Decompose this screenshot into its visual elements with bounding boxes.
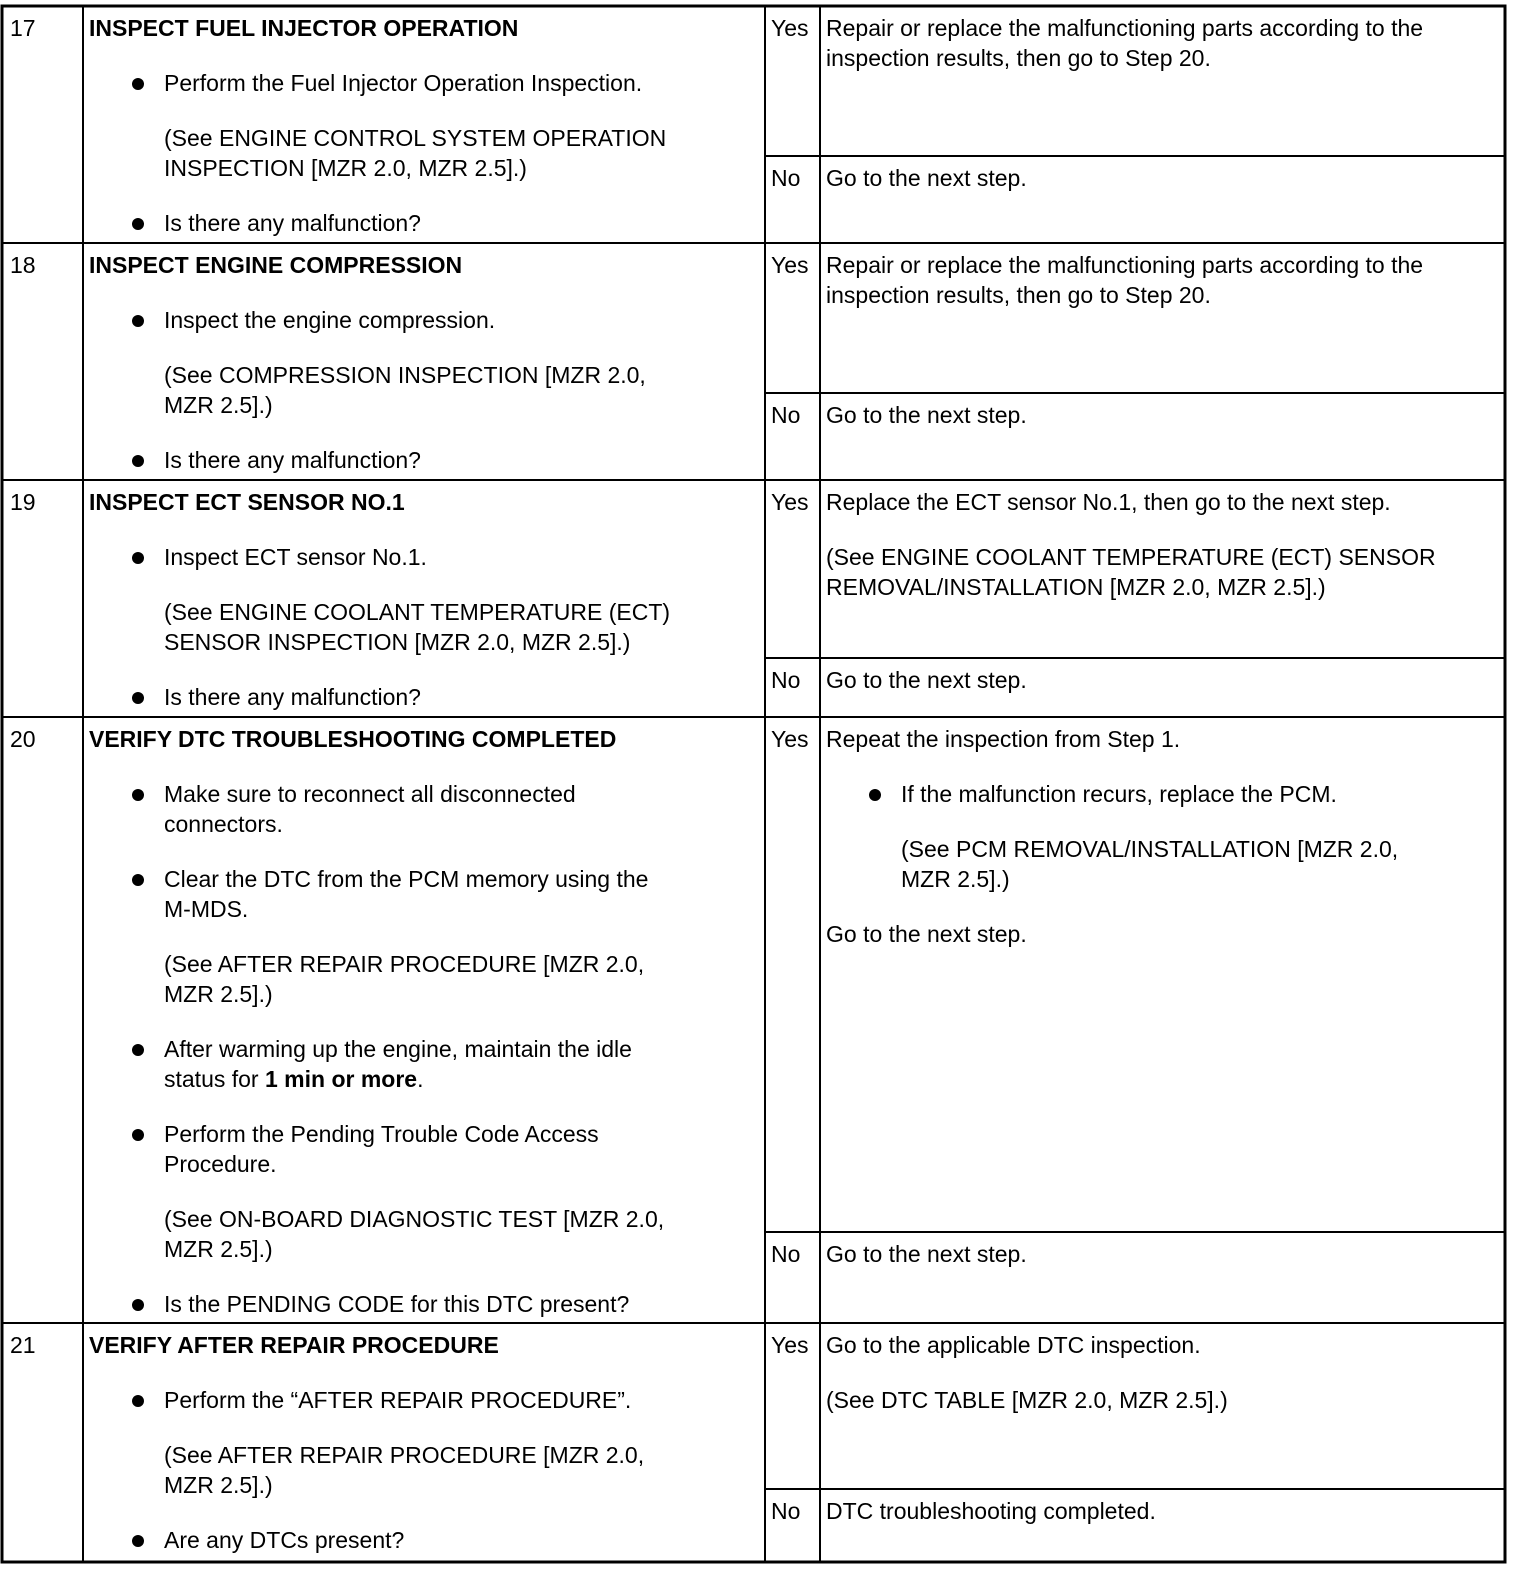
bullet-icon [132,1535,144,1547]
bullet-icon [132,789,144,801]
yes-label: Yes [771,726,809,752]
yes-action: Repeat the inspection from Step 1. [826,726,1181,752]
bullet-icon [132,78,144,90]
bullet-icon [132,1395,144,1407]
step-title: INSPECT ECT SENSOR NO.1 [89,489,405,515]
no-action: Go to the next step. [826,402,1027,428]
step-number: 20 [10,726,36,752]
yes-label: Yes [771,15,809,41]
instruction-text: status for [164,1066,265,1092]
yes-see-reference: MZR 2.5].) [901,866,1010,892]
step-title: VERIFY DTC TROUBLESHOOTING COMPLETED [89,726,617,752]
see-reference: (See AFTER REPAIR PROCEDURE [MZR 2.0, [164,1442,645,1468]
instruction-emphasis: 1 min or more [264,1066,418,1092]
yes-next: Go to the next step. [826,921,1027,947]
step-number: 19 [10,489,36,515]
bullet-icon [132,874,144,886]
question: Is there any malfunction? [164,447,421,473]
instruction: Perform the Fuel Injector Operation Inspection. [164,70,643,96]
no-label: No [771,1241,801,1267]
yes-action: Go to the applicable DTC inspection. [826,1332,1201,1358]
yes-action: Repair or replace the malfunctioning parts according to the [826,15,1424,41]
see-reference: MZR 2.5].) [164,1236,273,1262]
bullet-icon [132,692,144,704]
see-reference: (See ON-BOARD DIAGNOSTIC TEST [MZR 2.0, [164,1206,665,1232]
bullet-icon [132,1129,144,1141]
see-reference: MZR 2.5].) [164,392,273,418]
question: Is there any malfunction? [164,210,421,236]
see-reference: SENSOR INSPECTION [MZR 2.0, MZR 2.5].) [164,629,631,655]
yes-action: Repair or replace the malfunctioning parts according to the [826,252,1424,278]
no-action: Go to the next step. [826,165,1027,191]
no-label: No [771,667,801,693]
yes-see-reference: (See DTC TABLE [MZR 2.0, MZR 2.5].) [826,1387,1228,1413]
instruction: Inspect ECT sensor No.1. [164,544,427,570]
instruction: M-MDS. [164,896,249,922]
yes-action: inspection results, then go to Step 20. [826,45,1211,71]
instruction: Perform the “AFTER REPAIR PROCEDURE”. [164,1387,632,1413]
yes-label: Yes [771,1332,809,1358]
no-action: Go to the next step. [826,667,1027,693]
see-reference: (See AFTER REPAIR PROCEDURE [MZR 2.0, [164,951,645,977]
bullet-icon [132,1044,144,1056]
yes-label: Yes [771,489,809,515]
no-action: DTC troubleshooting completed. [826,1498,1156,1524]
step-number: 18 [10,252,36,278]
yes-label: Yes [771,252,809,278]
instruction: Perform the Pending Trouble Code Access [164,1121,599,1147]
step-title: INSPECT ENGINE COMPRESSION [89,252,463,278]
yes-action: inspection results, then go to Step 20. [826,282,1211,308]
see-reference: (See COMPRESSION INSPECTION [MZR 2.0, [164,362,646,388]
see-reference: INSPECTION [MZR 2.0, MZR 2.5].) [164,155,527,181]
no-label: No [771,1498,801,1524]
bullet-icon [132,315,144,327]
no-label: No [771,402,801,428]
yes-see-reference: REMOVAL/INSTALLATION [MZR 2.0, MZR 2.5].) [826,574,1326,600]
bullet-icon [132,1299,144,1311]
instruction: connectors. [164,811,283,837]
bullet-icon [869,789,881,801]
see-reference: (See ENGINE CONTROL SYSTEM OPERATION [164,125,667,151]
instruction-text: . [417,1066,424,1092]
see-reference: MZR 2.5].) [164,1472,273,1498]
step-number: 17 [10,15,36,41]
yes-instruction: If the malfunction recurs, replace the PCM. [901,781,1337,807]
question: Are any DTCs present? [164,1527,405,1553]
instruction: After warming up the engine, maintain the idle [164,1036,632,1062]
step-title: INSPECT FUEL INJECTOR OPERATION [89,15,519,41]
instruction [164,1064,423,1094]
yes-action: Replace the ECT sensor No.1, then go to the next step. [826,489,1391,515]
instruction: Make sure to reconnect all disconnected [164,781,576,807]
step-title: VERIFY AFTER REPAIR PROCEDURE [89,1332,499,1358]
bullet-icon [132,455,144,467]
yes-see-reference: (See PCM REMOVAL/INSTALLATION [MZR 2.0, [901,836,1399,862]
question: Is the PENDING CODE for this DTC present? [164,1291,630,1317]
no-action: Go to the next step. [826,1241,1027,1267]
question: Is there any malfunction? [164,684,421,710]
step-number: 21 [10,1332,36,1358]
bullet-icon [132,552,144,564]
see-reference: MZR 2.5].) [164,981,273,1007]
instruction: Clear the DTC from the PCM memory using the [164,866,649,892]
instruction: Inspect the engine compression. [164,307,496,333]
instruction: Procedure. [164,1151,277,1177]
no-label: No [771,165,801,191]
bullet-icon [132,218,144,230]
see-reference: (See ENGINE COOLANT TEMPERATURE (ECT) [164,599,671,625]
yes-see-reference: (See ENGINE COOLANT TEMPERATURE (ECT) SENSOR [826,544,1436,570]
